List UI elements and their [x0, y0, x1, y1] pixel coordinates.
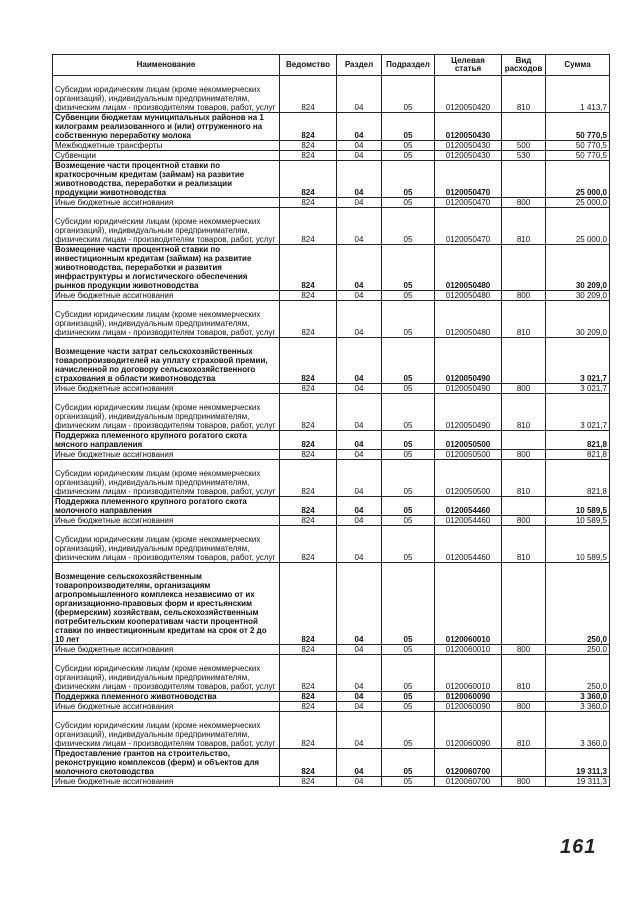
table-row: [53, 777, 610, 787]
cell-section: 04: [337, 301, 382, 338]
table-row: [53, 712, 610, 749]
cell-subsection: 05: [382, 301, 435, 338]
cell-name: Поддержка племенного крупного рогатого скота молочного направления: [53, 497, 280, 516]
cell-subsection: 05: [382, 76, 435, 113]
cell-dept: 824: [280, 301, 337, 338]
table-header-row: [53, 55, 610, 76]
cell-dept: 824: [280, 291, 337, 301]
cell-dept: 824: [280, 161, 337, 198]
cell-name: Субсидии юридическим лицам (кроме некоммерческих организаций), индивидуальным предпринимателям, физическим лицам - производителям товаров, работ, услуг: [53, 655, 280, 692]
cell-section: 04: [337, 394, 382, 431]
cell-section: 04: [337, 692, 382, 702]
cell-dept: 824: [280, 394, 337, 431]
cell-name: Возмещение части процентной ставки по краткосрочным кредитам (займам) на развитие животноводства, переработки и реализации продукции животноводства: [53, 161, 280, 198]
cell-name: Иные бюджетные ассигнования: [53, 516, 280, 526]
header-section: Раздел: [337, 55, 382, 76]
cell-sum: 3 360,0: [546, 692, 610, 702]
table-row: [53, 76, 610, 113]
cell-kind: [502, 692, 546, 702]
header-dept: Ведомство: [280, 55, 337, 76]
cell-target: 0120050480: [435, 291, 502, 301]
cell-kind: 810: [502, 460, 546, 497]
cell-target: 0120060090: [435, 702, 502, 712]
cell-target: 0120050470: [435, 198, 502, 208]
cell-sum: 3 360,0: [546, 702, 610, 712]
cell-subsection: 05: [382, 692, 435, 702]
table-row: [53, 291, 610, 301]
table-row: [53, 431, 610, 450]
cell-section: 04: [337, 526, 382, 563]
cell-section: 04: [337, 245, 382, 291]
cell-kind: [502, 161, 546, 198]
cell-target: 0120050480: [435, 301, 502, 338]
cell-kind: [502, 245, 546, 291]
cell-kind: 810: [502, 712, 546, 749]
cell-name: Возмещение части затрат сельскохозяйственных товаропроизводителей на уплату страховой премии, начисленной по договору сельскохозяйственного страхования в области животноводства: [53, 338, 280, 384]
cell-kind: 530: [502, 151, 546, 161]
cell-name: Субсидии юридическим лицам (кроме некоммерческих организаций), индивидуальным предпринимателям, физическим лицам - производителям товаров, работ, услуг: [53, 460, 280, 497]
cell-kind: [502, 113, 546, 141]
cell-kind: 800: [502, 198, 546, 208]
cell-dept: 824: [280, 384, 337, 394]
cell-sum: 10 589,5: [546, 497, 610, 516]
table-row: [53, 245, 610, 291]
header-subsection: Подраздел: [382, 55, 435, 76]
cell-subsection: 05: [382, 645, 435, 655]
table-row: [53, 645, 610, 655]
cell-target: 0120050480: [435, 245, 502, 291]
cell-dept: 824: [280, 516, 337, 526]
budget-table: [52, 54, 610, 787]
cell-target: 0120054460: [435, 497, 502, 516]
cell-name: Предоставление грантов на строительство, реконструкцию комплексов (ферм) и объектов для молочного скотоводства: [53, 749, 280, 777]
cell-dept: 824: [280, 151, 337, 161]
cell-target: 0120050430: [435, 113, 502, 141]
cell-sum: 25 000,0: [546, 161, 610, 198]
cell-dept: 824: [280, 526, 337, 563]
cell-dept: 824: [280, 712, 337, 749]
table-row: [53, 384, 610, 394]
cell-subsection: 05: [382, 563, 435, 645]
table-row: [53, 141, 610, 151]
cell-sum: 821,8: [546, 450, 610, 460]
cell-subsection: 05: [382, 291, 435, 301]
cell-section: 04: [337, 431, 382, 450]
header-name: Наименование: [53, 55, 280, 76]
cell-section: 04: [337, 338, 382, 384]
header-kind: Вид расходов: [502, 55, 546, 76]
cell-section: 04: [337, 645, 382, 655]
cell-sum: 25 000,0: [546, 198, 610, 208]
cell-section: 04: [337, 516, 382, 526]
header-sum: Сумма: [546, 55, 610, 76]
table-row: [53, 749, 610, 777]
table-row: [53, 338, 610, 384]
table-row: [53, 702, 610, 712]
cell-kind: 800: [502, 291, 546, 301]
cell-sum: 30 209,0: [546, 245, 610, 291]
cell-name: Субсидии юридическим лицам (кроме некоммерческих организаций), индивидуальным предпринимателям, физическим лицам - производителям товаров, работ, услуг: [53, 394, 280, 431]
cell-section: 04: [337, 460, 382, 497]
cell-dept: 824: [280, 777, 337, 787]
cell-section: 04: [337, 655, 382, 692]
cell-section: 04: [337, 161, 382, 198]
cell-subsection: 05: [382, 516, 435, 526]
cell-section: 04: [337, 291, 382, 301]
table-row: [53, 394, 610, 431]
cell-target: 0120060090: [435, 712, 502, 749]
cell-sum: 3 021,7: [546, 338, 610, 384]
cell-target: 0120060090: [435, 692, 502, 702]
cell-subsection: 05: [382, 141, 435, 151]
cell-section: 04: [337, 777, 382, 787]
table-row: [53, 161, 610, 198]
cell-kind: [502, 497, 546, 516]
cell-section: 04: [337, 749, 382, 777]
table-row: [53, 208, 610, 245]
cell-name: Субвенции: [53, 151, 280, 161]
table-row: [53, 113, 610, 141]
table-row: [53, 450, 610, 460]
cell-subsection: 05: [382, 655, 435, 692]
table-row: [53, 526, 610, 563]
cell-subsection: 05: [382, 712, 435, 749]
cell-section: 04: [337, 384, 382, 394]
cell-name: Субсидии юридическим лицам (кроме некоммерческих организаций), индивидуальным предпринимателям, физическим лицам - производителям товаров, работ, услуг: [53, 712, 280, 749]
cell-section: 04: [337, 151, 382, 161]
cell-sum: 25 000,0: [546, 208, 610, 245]
table-row: [53, 460, 610, 497]
cell-target: 0120060700: [435, 777, 502, 787]
cell-sum: 821,8: [546, 431, 610, 450]
cell-sum: 10 589,5: [546, 526, 610, 563]
cell-subsection: 05: [382, 777, 435, 787]
cell-kind: 810: [502, 76, 546, 113]
cell-target: 0120050500: [435, 460, 502, 497]
cell-target: 0120050490: [435, 384, 502, 394]
cell-dept: 824: [280, 245, 337, 291]
cell-subsection: 05: [382, 161, 435, 198]
cell-kind: 800: [502, 645, 546, 655]
cell-dept: 824: [280, 563, 337, 645]
cell-subsection: 05: [382, 450, 435, 460]
cell-sum: 3 021,7: [546, 394, 610, 431]
cell-dept: 824: [280, 338, 337, 384]
cell-sum: 30 209,0: [546, 291, 610, 301]
cell-dept: 824: [280, 749, 337, 777]
cell-dept: 824: [280, 113, 337, 141]
cell-target: 0120060010: [435, 563, 502, 645]
cell-sum: 250,0: [546, 645, 610, 655]
cell-kind: 800: [502, 516, 546, 526]
cell-kind: 800: [502, 702, 546, 712]
cell-dept: 824: [280, 692, 337, 702]
cell-section: 04: [337, 141, 382, 151]
cell-sum: 50 770,5: [546, 113, 610, 141]
page-number: 161: [560, 836, 597, 858]
cell-name: Субсидии юридическим лицам (кроме некоммерческих организаций), индивидуальным предпринимателям, физическим лицам - производителям товаров, работ, услуг: [53, 208, 280, 245]
cell-subsection: 05: [382, 338, 435, 384]
cell-kind: 800: [502, 450, 546, 460]
cell-target: 0120050490: [435, 338, 502, 384]
cell-kind: 810: [502, 301, 546, 338]
cell-name: Межбюджетные трансферты: [53, 141, 280, 151]
cell-target: 0120060700: [435, 749, 502, 777]
cell-kind: 800: [502, 777, 546, 787]
cell-kind: 810: [502, 208, 546, 245]
cell-target: 0120050470: [435, 208, 502, 245]
cell-name: Возмещение части процентной ставки по инвестиционным кредитам (займам) на развитие животноводства, переработки и развития инфраструктуры и логистического обеспечения рынков продукции животноводства: [53, 245, 280, 291]
cell-sum: 50 770,5: [546, 141, 610, 151]
cell-name: Поддержка племенного животноводства: [53, 692, 280, 702]
cell-name: Поддержка племенного крупного рогатого скота мясного направления: [53, 431, 280, 450]
cell-dept: 824: [280, 208, 337, 245]
table-row: [53, 655, 610, 692]
table-body: [53, 76, 610, 787]
cell-subsection: 05: [382, 749, 435, 777]
cell-sum: 821,8: [546, 460, 610, 497]
cell-name: Субсидии юридическим лицам (кроме некоммерческих организаций), индивидуальным предпринимателям, физическим лицам - производителям товаров, работ, услуг: [53, 301, 280, 338]
cell-kind: 800: [502, 384, 546, 394]
cell-sum: 1 413,7: [546, 76, 610, 113]
cell-dept: 824: [280, 450, 337, 460]
table-row: [53, 497, 610, 516]
cell-subsection: 05: [382, 384, 435, 394]
cell-name: Иные бюджетные ассигнования: [53, 777, 280, 787]
cell-name: Иные бюджетные ассигнования: [53, 450, 280, 460]
cell-dept: 824: [280, 702, 337, 712]
cell-dept: 824: [280, 141, 337, 151]
cell-target: 0120050470: [435, 161, 502, 198]
cell-subsection: 05: [382, 151, 435, 161]
cell-name: Субвенции бюджетам муниципальных районов на 1 килограмм реализованного и (или) отгруженного на собственную переработку молока: [53, 113, 280, 141]
table-row: [53, 516, 610, 526]
cell-kind: [502, 749, 546, 777]
cell-kind: [502, 431, 546, 450]
cell-dept: 824: [280, 431, 337, 450]
cell-name: Иные бюджетные ассигнования: [53, 645, 280, 655]
cell-subsection: 05: [382, 208, 435, 245]
cell-subsection: 05: [382, 113, 435, 141]
cell-target: 0120050500: [435, 431, 502, 450]
cell-section: 04: [337, 563, 382, 645]
cell-section: 04: [337, 113, 382, 141]
cell-section: 04: [337, 208, 382, 245]
cell-section: 04: [337, 450, 382, 460]
cell-section: 04: [337, 702, 382, 712]
cell-sum: 19 311,3: [546, 777, 610, 787]
table-row: [53, 563, 610, 645]
table-row: [53, 692, 610, 702]
cell-sum: 30 209,0: [546, 301, 610, 338]
cell-kind: 810: [502, 394, 546, 431]
cell-sum: 3 360,0: [546, 712, 610, 749]
cell-target: 0120054460: [435, 516, 502, 526]
cell-section: 04: [337, 712, 382, 749]
cell-name: Иные бюджетные ассигнования: [53, 291, 280, 301]
cell-name: Иные бюджетные ассигнования: [53, 384, 280, 394]
table-row: [53, 151, 610, 161]
cell-kind: 810: [502, 655, 546, 692]
cell-name: Возмещение сельскохозяйственным товаропроизводителям, организациям агропромышленного комплекса независимо от их организационно-правовых форм и крестьянским (фермерским) хозяйствам, сельскохозяйственным потребительским кооперативам части процентной ставки по инвестиционным кредитам на срок от 2 до 10 лет: [53, 563, 280, 645]
cell-target: 0120050490: [435, 394, 502, 431]
cell-sum: 10 589,5: [546, 516, 610, 526]
cell-name: Субсидии юридическим лицам (кроме некоммерческих организаций), индивидуальным предпринимателям, физическим лицам - производителям товаров, работ, услуг: [53, 526, 280, 563]
cell-name: Иные бюджетные ассигнования: [53, 702, 280, 712]
cell-subsection: 05: [382, 702, 435, 712]
cell-subsection: 05: [382, 526, 435, 563]
cell-section: 04: [337, 76, 382, 113]
table-row: [53, 301, 610, 338]
cell-dept: 824: [280, 460, 337, 497]
table-row: [53, 198, 610, 208]
cell-dept: 824: [280, 76, 337, 113]
cell-subsection: 05: [382, 431, 435, 450]
cell-dept: 824: [280, 497, 337, 516]
cell-subsection: 05: [382, 497, 435, 516]
cell-target: 0120054460: [435, 526, 502, 563]
cell-name: Иные бюджетные ассигнования: [53, 198, 280, 208]
cell-subsection: 05: [382, 394, 435, 431]
cell-subsection: 05: [382, 245, 435, 291]
cell-kind: [502, 338, 546, 384]
cell-target: 0120050500: [435, 450, 502, 460]
cell-name: Субсидии юридическим лицам (кроме некоммерческих организаций), индивидуальным предпринимателям, физическим лицам - производителям товаров, работ, услуг: [53, 76, 280, 113]
cell-subsection: 05: [382, 460, 435, 497]
cell-sum: 250,0: [546, 655, 610, 692]
cell-kind: [502, 563, 546, 645]
cell-kind: 810: [502, 526, 546, 563]
cell-dept: 824: [280, 645, 337, 655]
cell-dept: 824: [280, 198, 337, 208]
cell-subsection: 05: [382, 198, 435, 208]
header-target: Целевая статья: [435, 55, 502, 76]
cell-section: 04: [337, 497, 382, 516]
cell-target: 0120050420: [435, 76, 502, 113]
cell-section: 04: [337, 198, 382, 208]
cell-sum: 50 770,5: [546, 151, 610, 161]
cell-kind: 500: [502, 141, 546, 151]
cell-sum: 250,0: [546, 563, 610, 645]
cell-sum: 3 021,7: [546, 384, 610, 394]
cell-sum: 19 311,3: [546, 749, 610, 777]
cell-target: 0120050430: [435, 141, 502, 151]
cell-target: 0120060010: [435, 645, 502, 655]
cell-target: 0120060010: [435, 655, 502, 692]
cell-target: 0120050430: [435, 151, 502, 161]
cell-dept: 824: [280, 655, 337, 692]
